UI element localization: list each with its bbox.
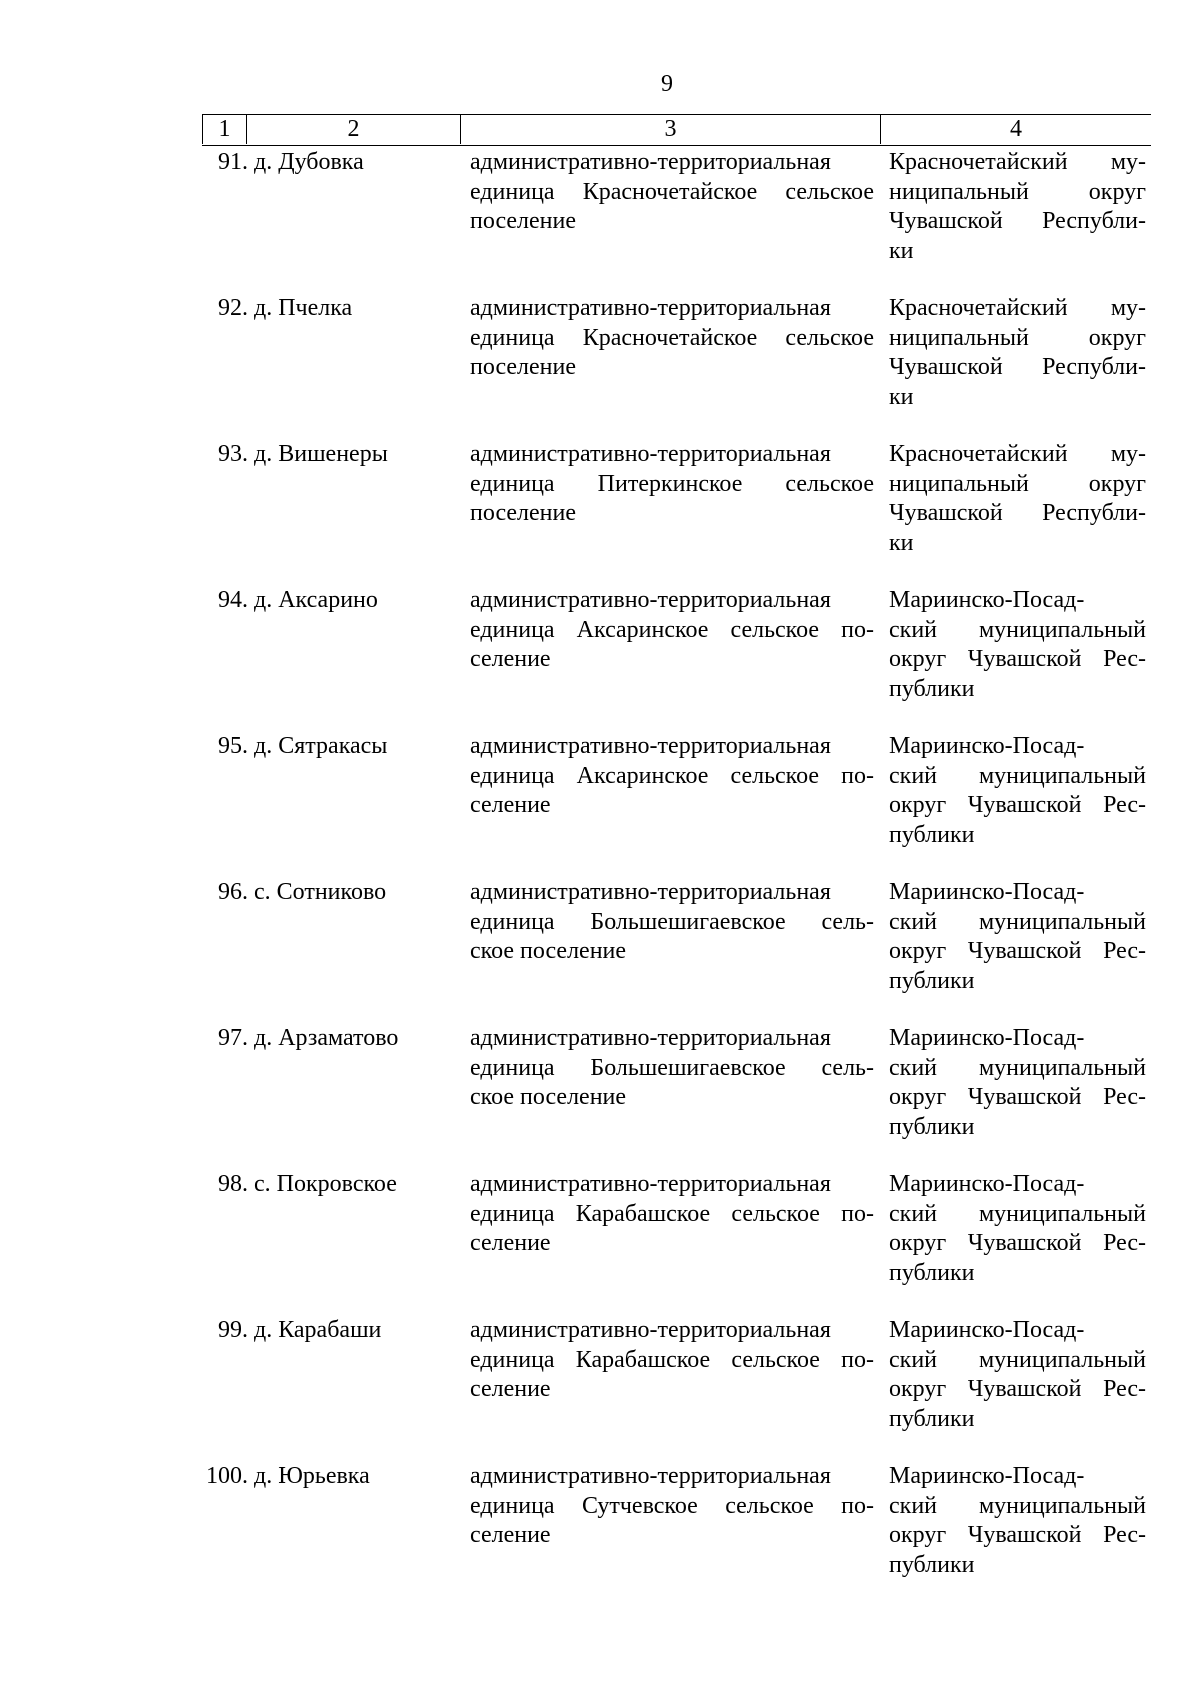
page-number: 9 [661,71,673,97]
admin-unit-line: единица Красночетайское сельское [470,178,874,205]
okrug-line: Мариинско-Посад- [889,587,1085,613]
admin-unit-line: единица Карабашское сельское по- [470,1200,874,1227]
okrug-line: округ Чувашской Рес- [889,1230,1146,1256]
okrug-line: Мариинско-Посад- [889,1317,1085,1343]
table-row [202,1316,1151,1462]
okrug-line: округ Чувашской Рес- [889,1084,1146,1110]
admin-unit-line: единица Аксаринское сельское по- [470,616,874,643]
header-col-3: 3 [461,115,881,144]
header-col-2: 2 [247,115,461,144]
row-number: 94. [218,587,248,613]
row-number: 97. [218,1025,248,1051]
okrug-line: ский муниципальный [889,762,1146,789]
municipal-okrug [889,1316,1146,1434]
settlement-name: д. Вишенеры [254,441,388,467]
okrug-line: ский муниципальный [889,1492,1146,1519]
municipal-okrug [889,586,1146,704]
admin-unit-line: административно-территориальная [470,295,831,321]
okrug-line: ниципальный округ [889,470,1146,497]
municipal-okrug [889,294,1146,412]
municipal-okrug [889,1170,1146,1288]
admin-unit [470,148,874,237]
settlement-name: с. Сотниково [254,879,387,905]
okrug-line: Мариинско-Посад- [889,879,1085,905]
okrug-line: ки [889,237,914,264]
table-row [202,294,1151,440]
okrug-line: публики [889,821,975,848]
settlement-name: д. Аксарино [254,587,378,613]
admin-unit-line: единица Питеркинское сельское [470,470,874,497]
municipal-okrug [889,878,1146,996]
table-row [202,1462,1151,1608]
table-row [202,732,1151,878]
table-row [202,440,1151,586]
admin-unit-line: селение [470,1376,551,1402]
okrug-line: ки [889,529,914,556]
okrug-line: публики [889,967,975,994]
admin-unit-line: ское поселение [470,1084,627,1110]
okrug-line: публики [889,1113,975,1140]
settlement-name: д. Сятракасы [254,733,388,759]
settlement-name: с. Покровское [254,1171,397,1197]
admin-unit [470,878,874,967]
okrug-line: Мариинско-Посад- [889,1463,1085,1489]
admin-unit-line: административно-территориальная [470,441,831,467]
admin-unit-line: единица Большешигаевское сель- [470,908,874,935]
table-body [202,148,1151,1608]
municipal-okrug [889,148,1146,266]
okrug-line: округ Чувашской Рес- [889,938,1146,964]
settlement-name: д. Пчелка [254,295,353,321]
okrug-line: Мариинско-Посад- [889,1025,1085,1051]
okrug-line: Мариинско-Посад- [889,733,1085,759]
admin-unit-line: селение [470,646,551,672]
table-row [202,586,1151,732]
okrug-line: ниципальный округ [889,324,1146,351]
settlement-name: д. Карабаши [254,1317,382,1343]
okrug-line: ский муниципальный [889,1346,1146,1373]
okrug-line: ский муниципальный [889,1200,1146,1227]
okrug-line: Красночетайский му- [889,149,1146,175]
okrug-line: округ Чувашской Рес- [889,1376,1146,1402]
admin-unit-line: единица Аксаринское сельское по- [470,762,874,789]
okrug-line: Красночетайский му- [889,295,1146,321]
okrug-line: ский муниципальный [889,616,1146,643]
admin-unit-line: административно-территориальная [470,1025,831,1051]
municipal-okrug [889,732,1146,850]
admin-unit-line: поселение [470,354,577,380]
settlement-name: д. Арзаматово [254,1025,399,1051]
admin-unit-line: административно-территориальная [470,1317,831,1343]
okrug-line: Красночетайский му- [889,441,1146,467]
admin-unit [470,1170,874,1259]
row-number: 91. [218,149,248,175]
municipal-okrug [889,1462,1146,1580]
admin-unit-line: административно-территориальная [470,733,831,759]
admin-unit-line: селение [470,1522,551,1548]
admin-unit [470,586,874,675]
admin-unit-line: селение [470,792,551,818]
admin-unit-line: административно-территориальная [470,1463,831,1489]
row-number: 93. [218,441,248,467]
municipal-okrug [889,440,1146,558]
settlement-name: д. Дубовка [254,149,364,175]
okrug-line: ский муниципальный [889,908,1146,935]
table-row [202,878,1151,1024]
row-number: 100. [206,1463,248,1489]
header-col-4: 4 [1010,116,1022,142]
table-row [202,1024,1151,1170]
municipal-okrug [889,1024,1146,1142]
admin-unit-line: единица Сутчевское сельское по- [470,1492,874,1519]
admin-unit-line: поселение [470,208,577,234]
admin-unit [470,440,874,529]
okrug-line: Чувашской Республи- [889,354,1146,380]
okrug-line: Чувашской Республи- [889,208,1146,234]
admin-unit-line: единица Красночетайское сельское [470,324,874,351]
okrug-line: округ Чувашской Рес- [889,792,1146,818]
admin-unit-line: ское поселение [470,938,627,964]
row-number: 98. [218,1171,248,1197]
admin-unit-line: административно-территориальная [470,879,831,905]
admin-unit [470,1316,874,1405]
okrug-line: Чувашской Республи- [889,500,1146,526]
okrug-line: округ Чувашской Рес- [889,1522,1146,1548]
okrug-line: ский муниципальный [889,1054,1146,1081]
admin-unit-line: административно-территориальная [470,587,831,613]
okrug-line: публики [889,675,975,702]
okrug-line: ниципальный округ [889,178,1146,205]
admin-unit [470,1462,874,1551]
row-number: 96. [218,879,248,905]
okrug-line: публики [889,1551,975,1578]
admin-unit-line: единица Карабашское сельское по- [470,1346,874,1373]
admin-unit-line: административно-территориальная [470,1171,831,1197]
row-number: 99. [218,1317,248,1343]
admin-unit [470,1024,874,1113]
table-row [202,148,1151,294]
admin-unit-line: единица Большешигаевское сель- [470,1054,874,1081]
admin-unit-line: поселение [470,500,577,526]
row-number: 92. [218,295,248,321]
okrug-line: публики [889,1259,975,1286]
admin-unit [470,732,874,821]
admin-unit-line: административно-территориальная [470,149,831,175]
table-row [202,1170,1151,1316]
okrug-line: Мариинско-Посад- [889,1171,1085,1197]
header-col-1: 1 [202,115,247,144]
okrug-line: ки [889,383,914,410]
settlement-name: д. Юрьевка [254,1463,370,1489]
okrug-line: округ Чувашской Рес- [889,646,1146,672]
admin-unit [470,294,874,383]
admin-unit-line: селение [470,1230,551,1256]
table-header [202,114,1151,146]
okrug-line: публики [889,1405,975,1432]
row-number: 95. [218,733,248,759]
